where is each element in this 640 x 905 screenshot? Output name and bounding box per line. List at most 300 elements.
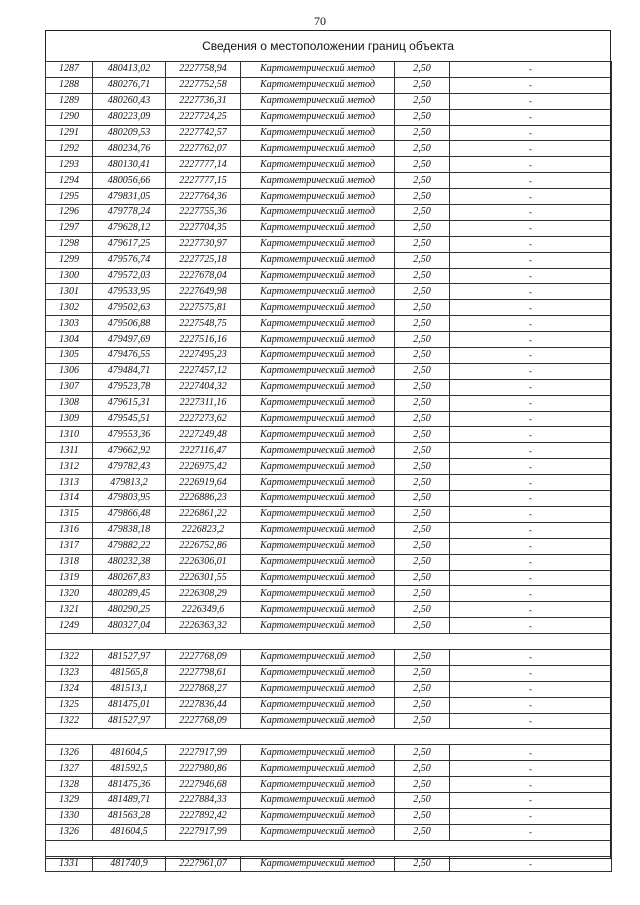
y-coordinate-cell: 2227777,14 [166,157,241,173]
table-row [46,745,612,761]
y-coordinate-cell: 2227495,23 [166,348,241,364]
accuracy-cell: 2,50 [395,522,450,538]
y-coordinate-cell: 2227742,57 [166,125,241,141]
x-coordinate-cell: 480232,38 [93,554,166,570]
point-number-cell: 1311 [46,443,93,459]
description-cell: - [450,602,612,618]
description-cell: - [450,173,612,189]
accuracy-cell: 2,50 [395,681,450,697]
description-cell: - [450,300,612,316]
point-number-cell: 1305 [46,348,93,364]
x-coordinate-cell: 481475,01 [93,697,166,713]
table-row [46,141,612,157]
x-coordinate-cell: 479484,71 [93,363,166,379]
x-coordinate-cell: 479628,12 [93,220,166,236]
accuracy-cell: 2,50 [395,538,450,554]
accuracy-cell: 2,50 [395,554,450,570]
table-row [46,824,612,840]
y-coordinate-cell: 2227836,44 [166,697,241,713]
description-cell: - [450,506,612,522]
table-row [46,570,612,586]
table-row [46,618,612,634]
point-number-cell: 1323 [46,665,93,681]
y-coordinate-cell: 2226349,6 [166,602,241,618]
accuracy-cell: 2,50 [395,506,450,522]
y-coordinate-cell: 2226861,22 [166,506,241,522]
y-coordinate-cell: 2226752,86 [166,538,241,554]
x-coordinate-cell: 479662,92 [93,443,166,459]
table-row [46,62,612,78]
method-cell: Картометрический метод [241,284,395,300]
method-cell: Картометрический метод [241,77,395,93]
table-row [46,363,612,379]
x-coordinate-cell: 481527,97 [93,649,166,665]
table-row [46,348,612,364]
table-row [46,93,612,109]
table-row [46,205,612,221]
accuracy-cell: 2,50 [395,459,450,475]
table-row [46,157,612,173]
point-number-cell: 1304 [46,332,93,348]
x-coordinate-cell: 480289,45 [93,586,166,602]
accuracy-cell: 2,50 [395,491,450,507]
x-coordinate-cell: 481604,5 [93,745,166,761]
x-coordinate-cell: 481475,36 [93,777,166,793]
description-cell: - [450,379,612,395]
method-cell: Картометрический метод [241,157,395,173]
description-cell: - [450,649,612,665]
accuracy-cell: 2,50 [395,824,450,840]
method-cell: Картометрический метод [241,93,395,109]
method-cell: Картометрический метод [241,491,395,507]
point-number-cell: 1249 [46,618,93,634]
description-cell: - [450,268,612,284]
method-cell: Картометрический метод [241,411,395,427]
table-row [46,268,612,284]
method-cell: Картометрический метод [241,300,395,316]
description-cell: - [450,554,612,570]
y-coordinate-cell: 2227758,94 [166,62,241,78]
accuracy-cell: 2,50 [395,618,450,634]
method-cell: Картометрический метод [241,808,395,824]
x-coordinate-cell: 479882,22 [93,538,166,554]
description-cell: - [450,205,612,221]
table-row [46,173,612,189]
point-number-cell: 1288 [46,77,93,93]
description-cell: - [450,220,612,236]
method-cell: Картометрический метод [241,109,395,125]
description-cell: - [450,522,612,538]
method-cell: Картометрический метод [241,395,395,411]
accuracy-cell: 2,50 [395,220,450,236]
description-cell: - [450,824,612,840]
description-cell: - [450,395,612,411]
method-cell: Картометрический метод [241,363,395,379]
point-number-cell: 1300 [46,268,93,284]
point-number-cell: 1303 [46,316,93,332]
y-coordinate-cell: 2227311,16 [166,395,241,411]
x-coordinate-cell: 480234,76 [93,141,166,157]
description-cell: - [450,284,612,300]
y-coordinate-cell: 2227755,36 [166,205,241,221]
spacer-cell [46,634,612,650]
y-coordinate-cell: 2226975,42 [166,459,241,475]
y-coordinate-cell: 2227764,36 [166,189,241,205]
description-cell: - [450,475,612,491]
accuracy-cell: 2,50 [395,93,450,109]
method-cell: Картометрический метод [241,427,395,443]
point-number-cell: 1321 [46,602,93,618]
description-cell: - [450,586,612,602]
table-row [46,316,612,332]
point-number-cell: 1295 [46,189,93,205]
y-coordinate-cell: 2227249,48 [166,427,241,443]
point-number-cell: 1289 [46,93,93,109]
accuracy-cell: 2,50 [395,475,450,491]
y-coordinate-cell: 2227884,33 [166,792,241,808]
table-row [46,332,612,348]
description-cell: - [450,443,612,459]
accuracy-cell: 2,50 [395,252,450,268]
point-number-cell: 1319 [46,570,93,586]
x-coordinate-cell: 481527,97 [93,713,166,729]
y-coordinate-cell: 2227892,42 [166,808,241,824]
accuracy-cell: 2,50 [395,411,450,427]
y-coordinate-cell: 2227768,09 [166,649,241,665]
accuracy-cell: 2,50 [395,697,450,713]
accuracy-cell: 2,50 [395,236,450,252]
method-cell: Картометрический метод [241,856,395,872]
point-number-cell: 1312 [46,459,93,475]
x-coordinate-cell: 479502,63 [93,300,166,316]
description-cell: - [450,77,612,93]
description-cell: - [450,316,612,332]
description-cell: - [450,856,612,872]
y-coordinate-cell: 2226308,29 [166,586,241,602]
description-cell: - [450,125,612,141]
y-coordinate-cell: 2227752,58 [166,77,241,93]
point-number-cell: 1297 [46,220,93,236]
y-coordinate-cell: 2227649,98 [166,284,241,300]
y-coordinate-cell: 2227704,35 [166,220,241,236]
accuracy-cell: 2,50 [395,125,450,141]
x-coordinate-cell: 479545,51 [93,411,166,427]
method-cell: Картометрический метод [241,379,395,395]
x-coordinate-cell: 480056,66 [93,173,166,189]
table-row [46,475,612,491]
x-coordinate-cell: 479523,78 [93,379,166,395]
accuracy-cell: 2,50 [395,189,450,205]
description-cell: - [450,411,612,427]
point-number-cell: 1313 [46,475,93,491]
description-cell: - [450,189,612,205]
method-cell: Картометрический метод [241,220,395,236]
y-coordinate-cell: 2227768,09 [166,713,241,729]
point-number-cell: 1287 [46,62,93,78]
method-cell: Картометрический метод [241,189,395,205]
x-coordinate-cell: 479838,18 [93,522,166,538]
x-coordinate-cell: 480327,04 [93,618,166,634]
point-number-cell: 1293 [46,157,93,173]
point-number-cell: 1325 [46,697,93,713]
table-row [46,109,612,125]
accuracy-cell: 2,50 [395,109,450,125]
y-coordinate-cell: 2227457,12 [166,363,241,379]
description-cell: - [450,697,612,713]
y-coordinate-cell: 2226363,32 [166,618,241,634]
method-cell: Картометрический метод [241,570,395,586]
table-row [46,491,612,507]
description-cell: - [450,93,612,109]
accuracy-cell: 2,50 [395,268,450,284]
y-coordinate-cell: 2227777,15 [166,173,241,189]
point-number-cell: 1290 [46,109,93,125]
method-cell: Картометрический метод [241,236,395,252]
point-number-cell: 1316 [46,522,93,538]
y-coordinate-cell: 2227762,07 [166,141,241,157]
y-coordinate-cell: 2227548,75 [166,316,241,332]
description-cell: - [450,459,612,475]
accuracy-cell: 2,50 [395,141,450,157]
x-coordinate-cell: 479497,69 [93,332,166,348]
accuracy-cell: 2,50 [395,713,450,729]
x-coordinate-cell: 479615,31 [93,395,166,411]
point-number-cell: 1306 [46,363,93,379]
x-coordinate-cell: 480223,09 [93,109,166,125]
description-cell: - [450,363,612,379]
table-row [46,189,612,205]
table-row [46,681,612,697]
description-cell: - [450,109,612,125]
table-row [46,665,612,681]
table-row [46,284,612,300]
table-row [46,443,612,459]
accuracy-cell: 2,50 [395,649,450,665]
description-cell: - [450,808,612,824]
table-row [46,697,612,713]
point-number-cell: 1294 [46,173,93,189]
accuracy-cell: 2,50 [395,792,450,808]
description-cell: - [450,792,612,808]
y-coordinate-cell: 2227868,27 [166,681,241,697]
x-coordinate-cell: 480209,53 [93,125,166,141]
table-row [46,427,612,443]
table-row [46,777,612,793]
spacer-row [46,729,612,745]
accuracy-cell: 2,50 [395,570,450,586]
y-coordinate-cell: 2227917,99 [166,745,241,761]
point-number-cell: 1331 [46,856,93,872]
point-number-cell: 1324 [46,681,93,697]
x-coordinate-cell: 479476,55 [93,348,166,364]
description-cell: - [450,491,612,507]
x-coordinate-cell: 479617,25 [93,236,166,252]
x-coordinate-cell: 481489,71 [93,792,166,808]
method-cell: Картометрический метод [241,268,395,284]
accuracy-cell: 2,50 [395,173,450,189]
method-cell: Картометрический метод [241,141,395,157]
description-cell: - [450,665,612,681]
point-number-cell: 1308 [46,395,93,411]
description-cell: - [450,761,612,777]
y-coordinate-cell: 2227917,99 [166,824,241,840]
description-cell: - [450,538,612,554]
method-cell: Картометрический метод [241,205,395,221]
x-coordinate-cell: 480290,25 [93,602,166,618]
accuracy-cell: 2,50 [395,379,450,395]
point-number-cell: 1296 [46,205,93,221]
method-cell: Картометрический метод [241,586,395,602]
method-cell: Картометрический метод [241,777,395,793]
spacer-row [46,634,612,650]
table-row [46,538,612,554]
x-coordinate-cell: 480413,02 [93,62,166,78]
accuracy-cell: 2,50 [395,363,450,379]
accuracy-cell: 2,50 [395,284,450,300]
point-number-cell: 1320 [46,586,93,602]
y-coordinate-cell: 2227980,86 [166,761,241,777]
y-coordinate-cell: 2227575,81 [166,300,241,316]
x-coordinate-cell: 479866,48 [93,506,166,522]
page-number: 70 [314,14,326,28]
method-cell: Картометрический метод [241,649,395,665]
accuracy-cell: 2,50 [395,443,450,459]
accuracy-cell: 2,50 [395,745,450,761]
method-cell: Картометрический метод [241,125,395,141]
method-cell: Картометрический метод [241,506,395,522]
table-row [46,77,612,93]
point-number-cell: 1310 [46,427,93,443]
table-row [46,554,612,570]
y-coordinate-cell: 2227961,07 [166,856,241,872]
accuracy-cell: 2,50 [395,777,450,793]
description-cell: - [450,713,612,729]
description-cell: - [450,681,612,697]
table-row [46,236,612,252]
y-coordinate-cell: 2227516,16 [166,332,241,348]
table-row [46,713,612,729]
point-number-cell: 1327 [46,761,93,777]
description-cell: - [450,252,612,268]
accuracy-cell: 2,50 [395,808,450,824]
y-coordinate-cell: 2227273,62 [166,411,241,427]
method-cell: Картометрический метод [241,348,395,364]
description-cell: - [450,745,612,761]
description-cell: - [450,62,612,78]
point-number-cell: 1328 [46,777,93,793]
x-coordinate-cell: 481565,8 [93,665,166,681]
x-coordinate-cell: 481592,5 [93,761,166,777]
method-cell: Картометрический метод [241,697,395,713]
method-cell: Картометрический метод [241,792,395,808]
description-cell: - [450,618,612,634]
y-coordinate-cell: 2227725,18 [166,252,241,268]
method-cell: Картометрический метод [241,681,395,697]
point-number-cell: 1291 [46,125,93,141]
table-row [46,395,612,411]
point-number-cell: 1318 [46,554,93,570]
method-cell: Картометрический метод [241,443,395,459]
x-coordinate-cell: 480260,43 [93,93,166,109]
point-number-cell: 1301 [46,284,93,300]
y-coordinate-cell: 2226306,01 [166,554,241,570]
x-coordinate-cell: 479572,03 [93,268,166,284]
accuracy-cell: 2,50 [395,157,450,173]
y-coordinate-cell: 2227736,31 [166,93,241,109]
table-row [46,300,612,316]
method-cell: Картометрический метод [241,316,395,332]
accuracy-cell: 2,50 [395,316,450,332]
description-cell: - [450,141,612,157]
spacer-row [46,840,612,856]
table-row [46,649,612,665]
point-number-cell: 1292 [46,141,93,157]
method-cell: Картометрический метод [241,665,395,681]
method-cell: Картометрический метод [241,824,395,840]
table-row [46,856,612,872]
point-number-cell: 1326 [46,745,93,761]
table-row [46,125,612,141]
y-coordinate-cell: 2227724,25 [166,109,241,125]
y-coordinate-cell: 2227678,04 [166,268,241,284]
accuracy-cell: 2,50 [395,665,450,681]
method-cell: Картометрический метод [241,522,395,538]
table-row [46,506,612,522]
table-row [46,792,612,808]
y-coordinate-cell: 2226301,55 [166,570,241,586]
point-number-cell: 1330 [46,808,93,824]
x-coordinate-cell: 479813,2 [93,475,166,491]
point-number-cell: 1315 [46,506,93,522]
y-coordinate-cell: 2226823,2 [166,522,241,538]
x-coordinate-cell: 481513,1 [93,681,166,697]
point-number-cell: 1302 [46,300,93,316]
method-cell: Картометрический метод [241,459,395,475]
method-cell: Картометрический метод [241,332,395,348]
method-cell: Картометрический метод [241,618,395,634]
coordinates-table-body [46,62,612,872]
point-number-cell: 1317 [46,538,93,554]
method-cell: Картометрический метод [241,252,395,268]
description-cell: - [450,427,612,443]
method-cell: Картометрический метод [241,554,395,570]
point-number-cell: 1298 [46,236,93,252]
y-coordinate-cell: 2227798,61 [166,665,241,681]
description-cell: - [450,348,612,364]
y-coordinate-cell: 2227946,68 [166,777,241,793]
accuracy-cell: 2,50 [395,602,450,618]
y-coordinate-cell: 2226919,64 [166,475,241,491]
description-cell: - [450,332,612,348]
accuracy-cell: 2,50 [395,332,450,348]
point-number-cell: 1322 [46,713,93,729]
point-number-cell: 1314 [46,491,93,507]
point-number-cell: 1329 [46,792,93,808]
x-coordinate-cell: 480276,71 [93,77,166,93]
table-row [46,252,612,268]
method-cell: Картометрический метод [241,761,395,777]
accuracy-cell: 2,50 [395,427,450,443]
method-cell: Картометрический метод [241,475,395,491]
point-number-cell: 1326 [46,824,93,840]
x-coordinate-cell: 479533,95 [93,284,166,300]
description-cell: - [450,157,612,173]
accuracy-cell: 2,50 [395,395,450,411]
y-coordinate-cell: 2226886,23 [166,491,241,507]
method-cell: Картометрический метод [241,538,395,554]
method-cell: Картометрический метод [241,713,395,729]
accuracy-cell: 2,50 [395,62,450,78]
